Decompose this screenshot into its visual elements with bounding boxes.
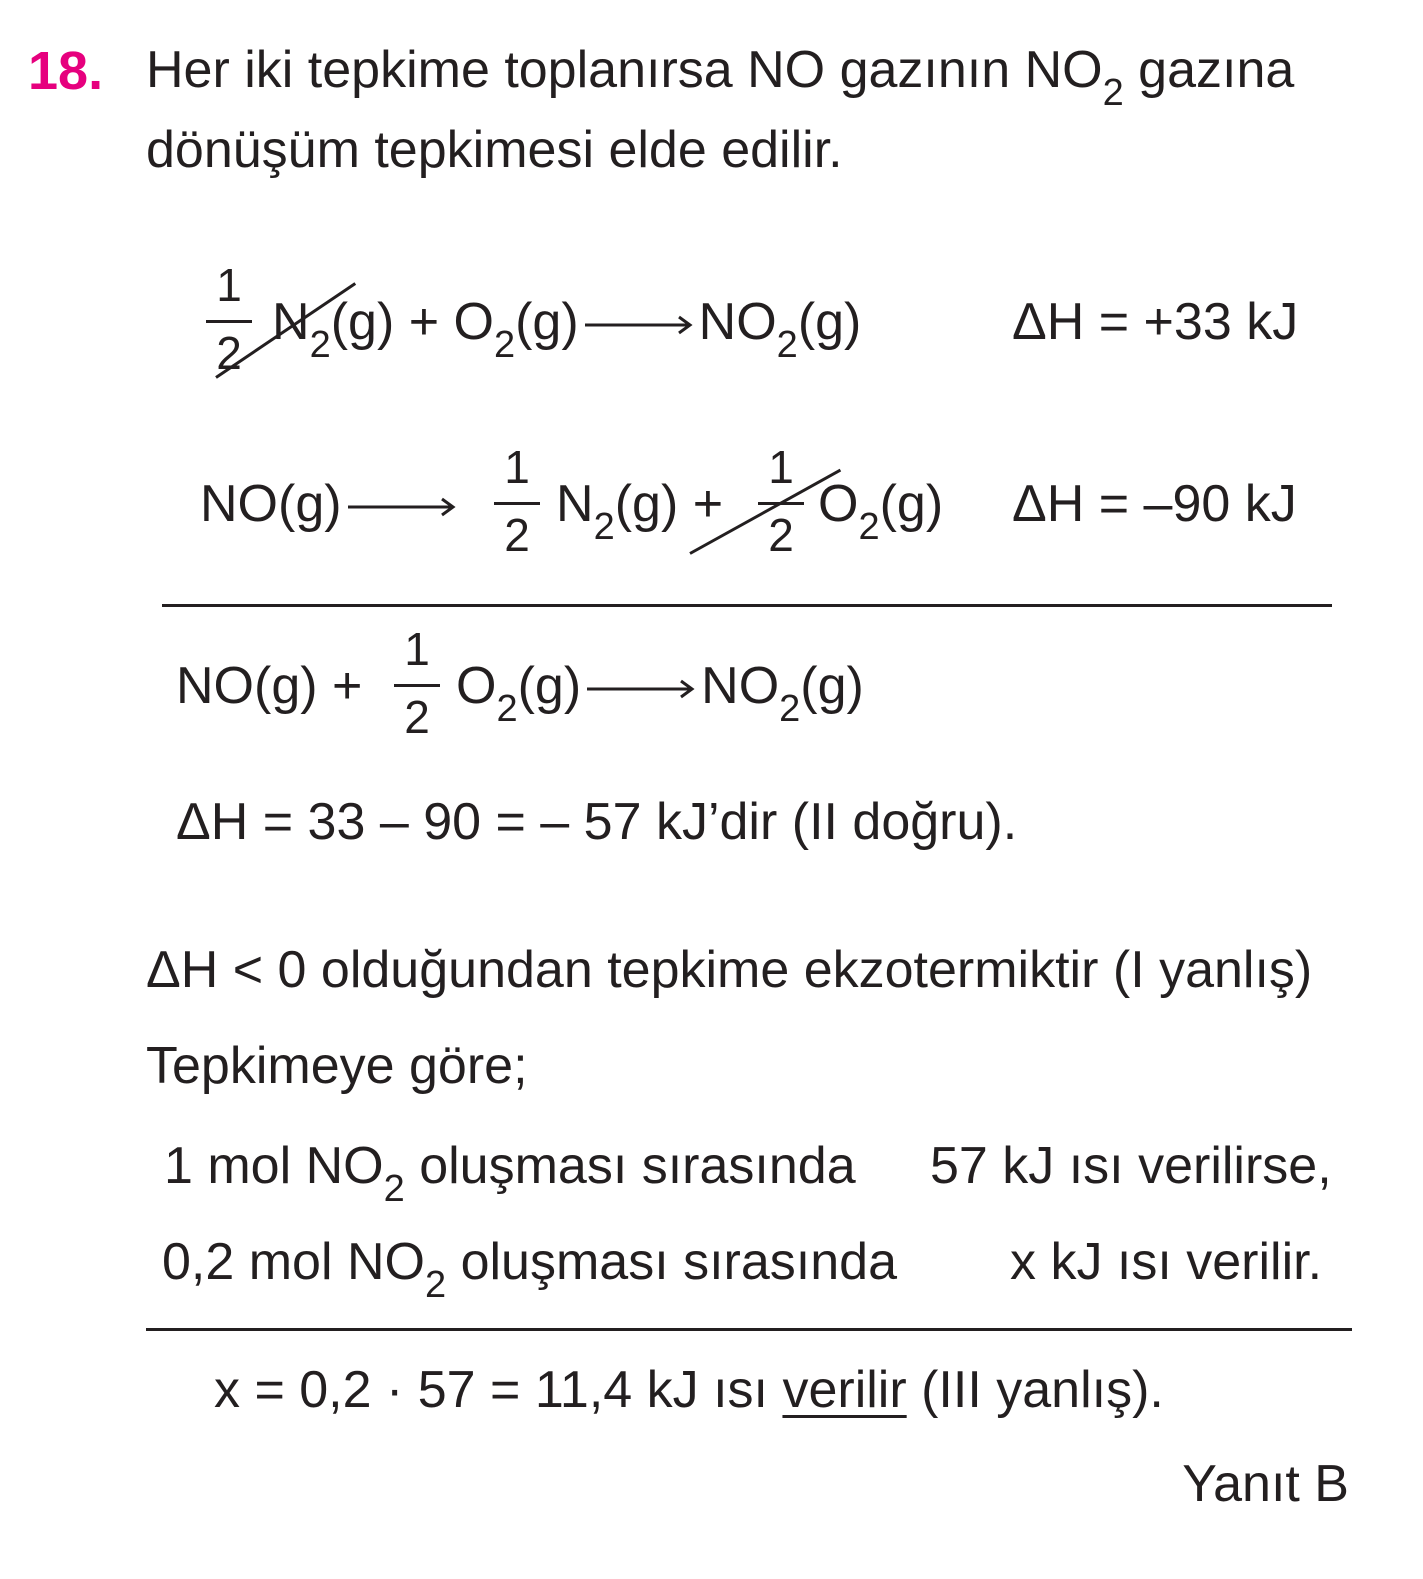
net-o2-sub: 2 <box>496 688 518 730</box>
prop1-amount: 1 mol NO <box>164 1137 384 1195</box>
r1-product: NO <box>698 293 777 351</box>
net-coef-num: 1 <box>404 623 430 675</box>
r1-coef-bar <box>206 320 252 323</box>
dh-calculation: ΔH = 33 – 90 = – 57 kJ’dir (II doğru). <box>176 793 1018 851</box>
r2-n2-state: (g) + <box>614 475 724 533</box>
intro-line-2: dönüşüm tepkimesi elde edilir. <box>146 121 843 179</box>
r2-enthalpy: ΔH = –90 kJ <box>1012 475 1297 533</box>
result-text-b: (III yanlış). <box>906 1361 1164 1419</box>
prop2-text: oluşması sırasında <box>446 1233 897 1291</box>
net-product-state: (g) <box>800 657 864 715</box>
r1-arrow-icon <box>585 315 693 335</box>
r1-coef-num: 1 <box>216 259 242 311</box>
prop2-amount: 0,2 mol NO <box>162 1233 425 1291</box>
net-coef-den: 2 <box>404 691 430 743</box>
r2-o2-state: (g) <box>879 475 944 533</box>
answer-label: Yanıt B <box>1182 1455 1349 1513</box>
r2-coef1-bar <box>494 502 540 505</box>
r2-n2 <box>556 475 724 548</box>
r2-n2-symbol: N <box>556 475 594 533</box>
prop2-sub: 2 <box>424 1264 447 1306</box>
r1-product-state: (g) <box>797 293 862 351</box>
r1-n2-sub: 2 <box>309 324 331 366</box>
net-coef-bar <box>394 684 440 687</box>
result-text-a: x = 0,2 · 57 = 11,4 kJ ısı <box>214 1361 783 1419</box>
proportion-line-2 <box>162 1233 897 1306</box>
net-reactant: NO(g) + <box>176 657 363 715</box>
net-o2-state: (g) <box>517 657 582 715</box>
r1-n2: N <box>272 293 310 351</box>
net-product-sub: 2 <box>779 688 801 730</box>
prop1-text: oluşması sırasında <box>404 1137 856 1195</box>
result-line <box>214 1361 1164 1419</box>
r1-coef-den: 2 <box>216 327 242 379</box>
r2-n2-sub: 2 <box>593 506 615 548</box>
r2-coef2-num: 1 <box>768 441 794 493</box>
r2-o2 <box>818 475 944 548</box>
net-rest <box>456 657 864 730</box>
according-label: Tepkimeye göre; <box>146 1037 528 1095</box>
sum-divider <box>162 604 1332 607</box>
prop1-sub: 2 <box>383 1168 405 1210</box>
r2-o2-sub: 2 <box>858 506 880 548</box>
net-product: NO <box>701 657 780 715</box>
result-underlined: verilir <box>782 1361 907 1419</box>
r1-o2-state: (g) <box>515 293 579 351</box>
proportion-line-1 <box>164 1137 856 1210</box>
r2-coef1-num: 1 <box>504 441 530 493</box>
exothermic-statement: ΔH < 0 olduğundan tepkime ekzotermiktir (I yanlış) <box>146 941 1313 999</box>
intro-text-a: Her iki tepkime toplanırsa NO gazının NO <box>146 41 1103 99</box>
intro-line-1 <box>146 41 1295 114</box>
r2-arrow-icon <box>348 497 456 517</box>
intro-subscript: 2 <box>1102 72 1124 114</box>
proportion-divider <box>146 1328 1352 1331</box>
net-arrow-icon <box>587 679 695 699</box>
r1-enthalpy: ΔH = +33 kJ <box>1012 293 1299 351</box>
r2-coef1-den: 2 <box>504 509 530 561</box>
r1-product-sub: 2 <box>776 324 798 366</box>
intro-text-b: gazına <box>1123 41 1295 99</box>
proportion-heat-2: x kJ ısı verilir. <box>1010 1233 1323 1291</box>
r2-coef2-den: 2 <box>768 509 794 561</box>
net-o2: O <box>456 657 497 715</box>
r1-mid: (g) + O <box>330 293 494 351</box>
r2-reactant: NO(g) <box>200 475 342 533</box>
proportion-heat-1: 57 kJ ısı verilirse, <box>930 1137 1332 1195</box>
r1-equation <box>272 293 862 366</box>
r1-o2-sub: 2 <box>493 324 516 366</box>
question-number: 18. <box>28 41 104 101</box>
r2-reactant-line <box>200 475 462 533</box>
r2-o2-symbol: O <box>818 475 859 533</box>
